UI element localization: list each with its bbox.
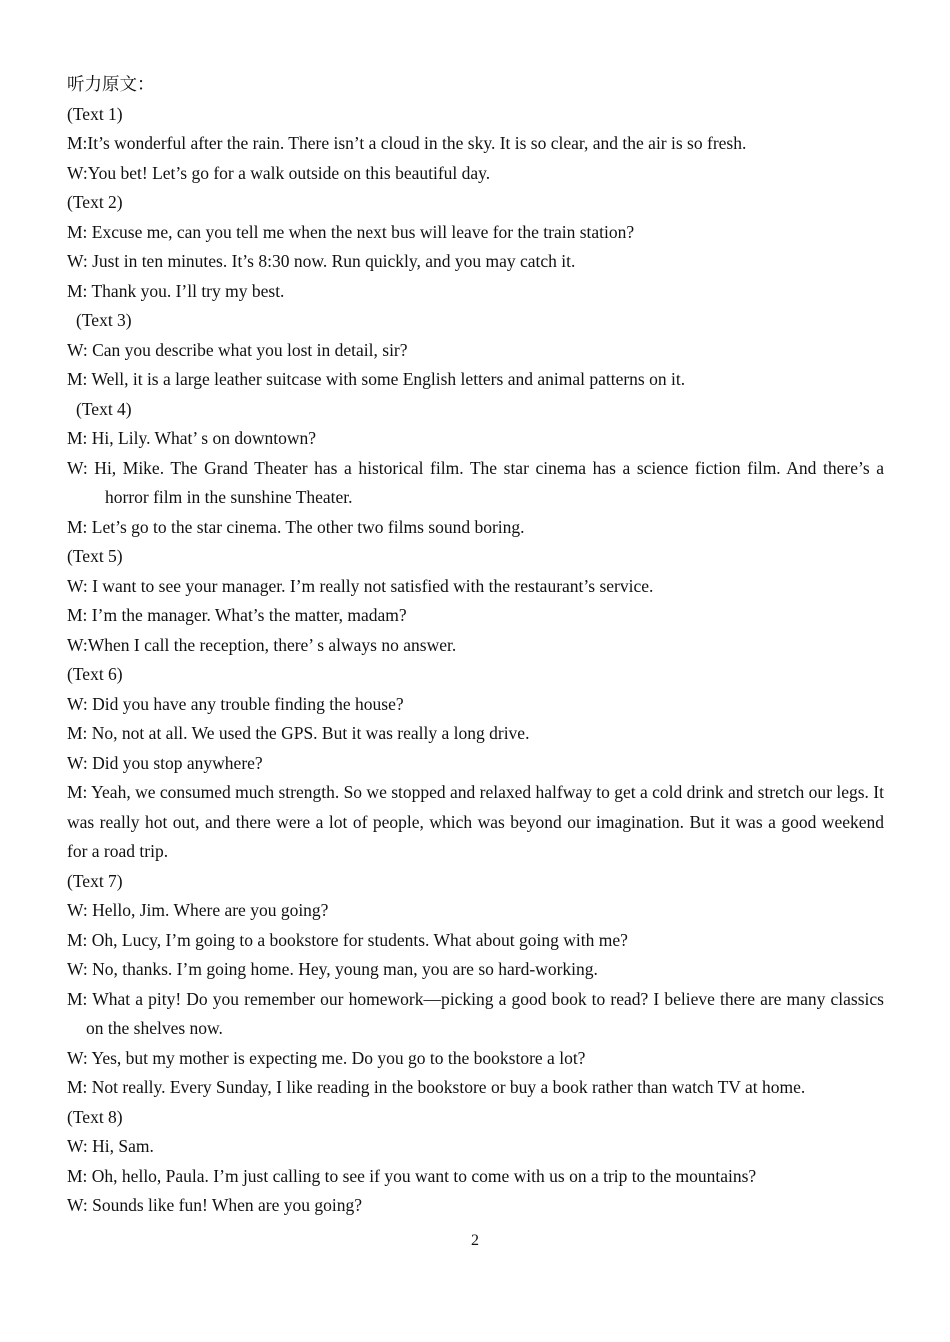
dialogue-line: W: Did you have any trouble finding the house? xyxy=(67,693,404,714)
dialogue-line: M: I’m the manager. What’s the matter, madam? xyxy=(67,605,407,625)
dialogue-line: W: Sounds like fun! When are you going? xyxy=(67,1195,363,1215)
dialogue-line: M: Excuse me, can you tell me when the next bus will leave for the train station? xyxy=(67,221,635,242)
dialogue-line: M: Hi, Lily. What’ s on downtown? xyxy=(67,428,317,448)
dialogue-line: M: No, not at all. We used the GPS. But it was really a long drive. xyxy=(67,723,530,743)
dialogue-line: M:It’s wonderful after the rain. There isn’t a cloud in the sky. It is so clear, and the air is so fresh. xyxy=(67,133,747,153)
dialogue-line: M: Let’s go to the star cinema. The other two films sound boring. xyxy=(67,516,525,537)
section-label: (Text 8) xyxy=(67,1106,123,1127)
dialogue-line: W: Did you stop anywhere? xyxy=(67,752,263,773)
transcript-lines xyxy=(67,100,884,1221)
page-number: 2 xyxy=(471,1232,479,1249)
dialogue-line: M: What a pity! Do you remember our homework—picking a good book to read? I believe there are many classics on the shelves now. xyxy=(67,988,884,1038)
dialogue-line: W: I want to see your manager. I’m really not satisfied with the restaurant’s service. xyxy=(67,575,654,596)
dialogue-line: W: Hello, Jim. Where are you going? xyxy=(67,900,329,920)
dialogue-line: W:When I call the reception, there’ s always no answer. xyxy=(67,634,457,655)
dialogue-line: M: Yeah, we consumed much strength. So we stopped and relaxed halfway to get a cold drink and stretch our legs. It was really hot out, and there were a lot of people, which was beyond our imagination. But it was a good weekend for a road trip. xyxy=(67,782,884,861)
dialogue-line: M: Oh, Lucy, I’m going to a bookstore for students. What about going with me? xyxy=(67,929,628,950)
dialogue-line: W: Just in ten minutes. It’s 8:30 now. Run quickly, and you may catch it. xyxy=(67,251,576,271)
dialogue-line: W: Hi, Mike. The Grand Theater has a historical film. The star cinema has a science fiction film. And there’s a horror film in the sunshine Theater. xyxy=(67,457,884,507)
dialogue-line: M: Well, it is a large leather suitcase with some English letters and animal patterns on it. xyxy=(67,369,686,389)
section-label: (Text 7) xyxy=(67,870,123,891)
dialogue-line: M: Not really. Every Sunday, I like reading in the bookstore or buy a book rather than watch TV at home. xyxy=(67,1077,806,1097)
dialogue-line: M: Oh, hello, Paula. I’m just calling to see if you want to come with us on a trip to the mountains? xyxy=(67,1165,757,1186)
transcript-body xyxy=(67,70,884,1221)
dialogue-line: W: Can you describe what you lost in detail, sir? xyxy=(67,339,408,360)
section-label: (Text 1) xyxy=(67,103,123,124)
dialogue-line: W: No, thanks. I’m going home. Hey, young man, you are so hard-working. xyxy=(67,959,598,979)
section-label: (Text 6) xyxy=(67,664,123,684)
dialogue-line: W: Hi, Sam. xyxy=(67,1136,154,1156)
section-label: (Text 2) xyxy=(67,192,123,212)
section-label: (Text 5) xyxy=(67,546,123,566)
page-heading: 听力原文： xyxy=(67,74,155,94)
section-label: (Text 4) xyxy=(76,398,132,419)
dialogue-line: W:You bet! Let’s go for a walk outside on this beautiful day. xyxy=(67,162,491,183)
dialogue-line: M: Thank you. I’ll try my best. xyxy=(67,280,285,301)
dialogue-line: W: Yes, but my mother is expecting me. Do you go to the bookstore a lot? xyxy=(67,1047,586,1068)
section-label: (Text 3) xyxy=(76,310,132,330)
